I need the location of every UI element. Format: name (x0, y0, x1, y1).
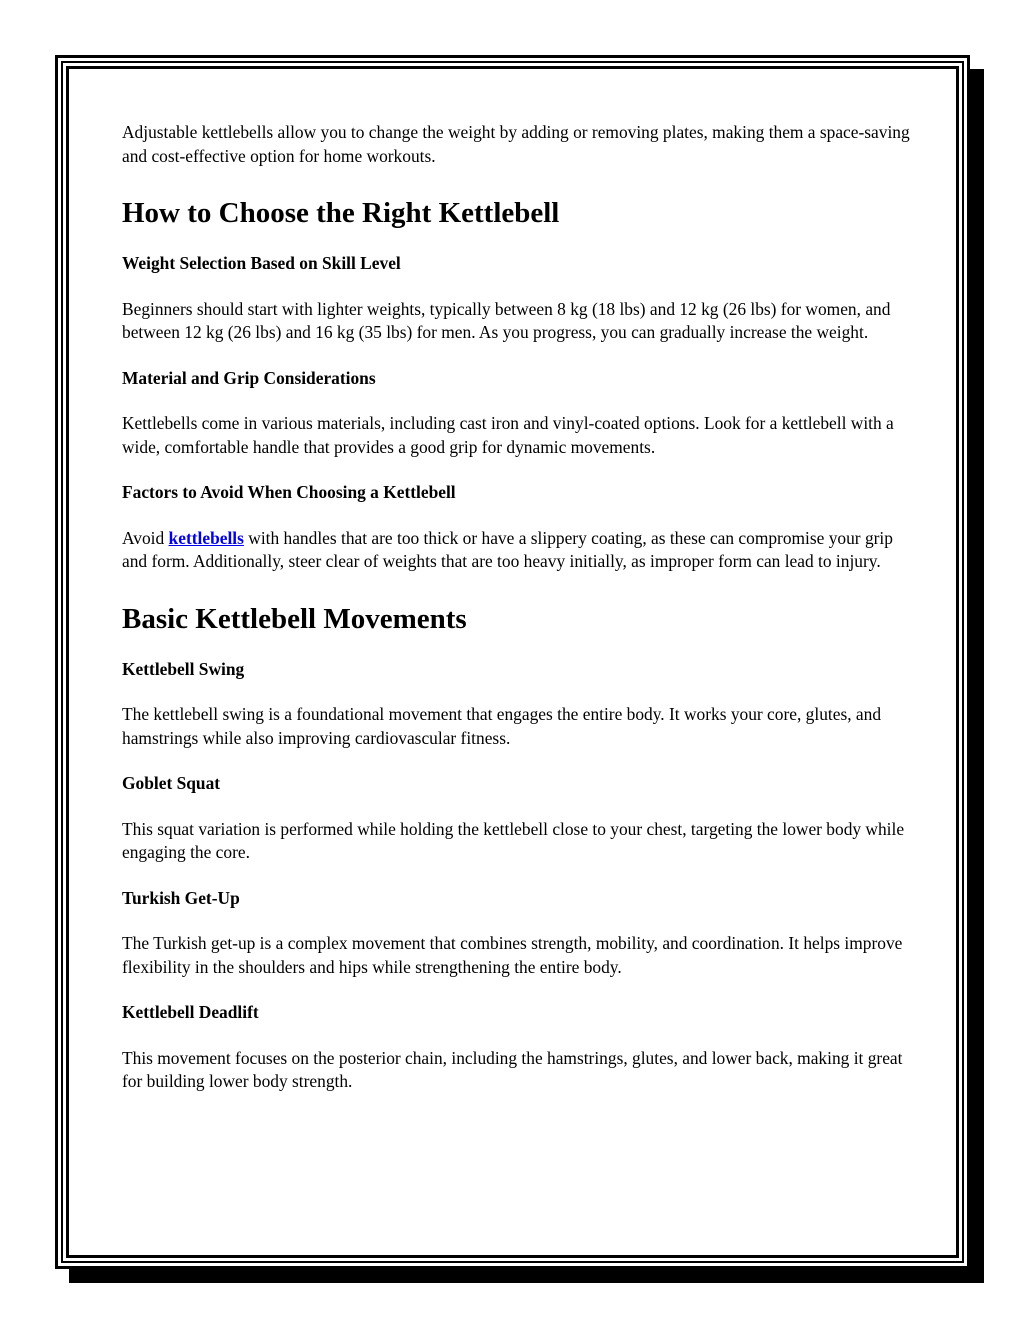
subheading-factors-avoid: Factors to Avoid When Choosing a Kettlebell (122, 482, 456, 502)
subheading-turkish-get-up: Turkish Get-Up (122, 887, 240, 908)
section-heading-choose: How to Choose the Right Kettlebell (122, 197, 560, 229)
subheading-kettlebell-deadlift: Kettlebell Deadlift (122, 1002, 259, 1022)
kettlebells-link[interactable]: kettlebells (168, 527, 244, 548)
section-heading-movements: Basic Kettlebell Movements (122, 602, 467, 635)
subheading-kettlebell-swing: Kettlebell Swing (122, 658, 245, 679)
paragraph-kettlebell-swing: The kettlebell swing is a foundational movement that engages the entire body. It works your core, glutes, and hamstrings while also improving cardiovascular fitness. (122, 704, 882, 748)
subheading-weight-selection: Weight Selection Based on Skill Level (122, 253, 401, 273)
paragraph-goblet-squat: This squat variation is performed while holding the kettlebell close to your chest, targeting the lower body while engaging the core. (122, 818, 905, 862)
paragraph-kettlebell-deadlift: This movement focuses on the posterior chain, including the hamstrings, glutes, and lower back, making it great for building lower body strength. (122, 1047, 903, 1091)
subheading-material-grip: Material and Grip Considerations (122, 367, 376, 388)
document-content (122, 121, 912, 1116)
paragraph-weight-selection: Beginners should start with lighter weights, typically between 8 kg (18 lbs) and 12 kg (26 lbs) for women, and between 12 kg (26 lbs) and 16 kg (35 lbs) for men. As you progress, you can gradually increase the weight. (122, 298, 891, 342)
intro-paragraph: Adjustable kettlebells allow you to change the weight by adding or removing plates, making them a space-saving and cost-effective option for home workouts. (122, 122, 910, 166)
paragraph-factors-avoid (122, 527, 912, 574)
paragraph-material-grip: Kettlebells come in various materials, including cast iron and vinyl-coated options. Look for a kettlebell with a wide, comfortable handle that provides a good grip for dynamic movements. (122, 413, 894, 457)
subheading-goblet-squat: Goblet Squat (122, 773, 221, 793)
paragraph-turkish-get-up: The Turkish get-up is a complex movement that combines strength, mobility, and coordination. It helps improve flexibility in the shoulders and hips while strengthening the entire body. (122, 933, 903, 977)
factors-text-after: with handles that are too thick or have a slippery coating, as these can compromise your grip and form. Additionally, steer clear of weights that are too heavy initially, as improper form can lead to injury. (122, 527, 893, 571)
factors-text-before: Avoid (122, 527, 169, 548)
